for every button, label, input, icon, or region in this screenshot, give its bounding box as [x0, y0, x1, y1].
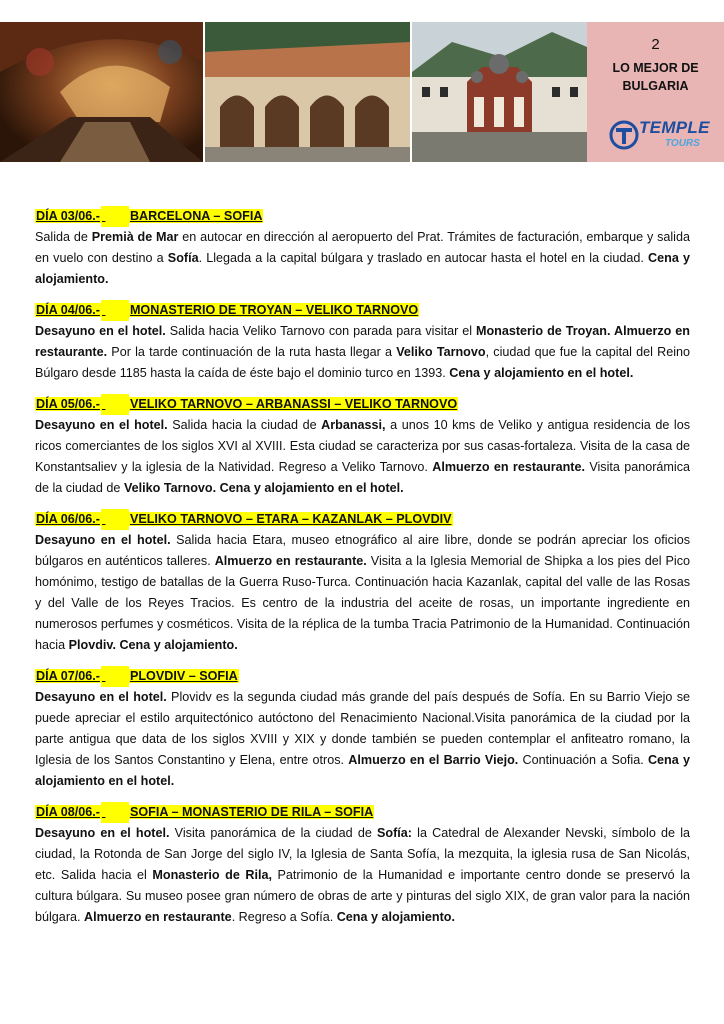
text-segment: a unos 10 kms de Veliko y antigua residencia de los ricos comerciantes de los siglos XVI al XVIII. Esta ciudad se caracteriza por sus casas-fortaleza. Visita de la casa de Konstantsaliev y la iglesia de la Natividad. Regreso a Veliko Tarnovo.	[35, 418, 690, 474]
photo-painted-tunnel	[0, 22, 203, 162]
bold-text: Desayuno en el hotel.	[35, 418, 168, 432]
bold-text: Plovdiv. Cena y alojamiento.	[68, 638, 238, 652]
day-description	[35, 530, 690, 656]
logo-text: TEMPLE	[639, 118, 710, 137]
day-route: VELIKO TARNOVO – ETARA – KAZANLAK – PLOVDIV	[129, 512, 452, 526]
text-segment: Continuación a Sofia.	[518, 753, 648, 767]
bold-text: Sofía:	[377, 826, 412, 840]
text-segment: Patrimonio de la Humanidad e importante centro donde se preservó la cultura búlgara. Su museo posee gran número de obras de arte y pinturas del siglo XIX, de gran valor para la nación búlgara.	[35, 868, 691, 924]
day-route: MONASTERIO DE TROYAN – VELIKO TARNOVO	[129, 303, 419, 317]
itinerary-day	[35, 300, 690, 384]
day-description	[35, 823, 690, 928]
bold-text: Sofía	[167, 251, 199, 265]
day-description	[35, 415, 690, 499]
day-description	[35, 687, 690, 792]
day-date: DÍA 08/06.-	[36, 805, 100, 819]
itinerary-day	[35, 394, 690, 499]
day-route: SOFIA – MONASTERIO DE RILA – SOFIA	[129, 805, 374, 819]
day-description	[35, 227, 690, 290]
day-date: DÍA 06/06.-	[36, 512, 100, 526]
day-route: BARCELONA – SOFIA	[129, 209, 263, 223]
bold-text: Almuerzo en restaurante.	[214, 554, 367, 568]
text-segment: Salida hacia Etara, museo etnográfico al aire libre, donde se podrán apreciar los oficios búlgaros en auténticos talleres.	[35, 533, 690, 568]
itinerary-day	[35, 509, 690, 656]
text-segment: Plovidv es la segunda ciudad más grande del país después de Sofía. En su Barrio Viejo se puede apreciar el estilo arquitectónico autóctono del Renacimiento Nacional.Visita panorámica de la ciudad por la parte antigua que data de los siglos XVIII y XIX y donde también se pueden contemplar el anfiteatro romano, la Iglesia de los Santos Constantino y Elena, entre otros.	[35, 690, 690, 767]
page-number: 2	[651, 36, 660, 53]
day-heading	[35, 509, 690, 530]
text-segment: Visita panorámica de la ciudad de	[35, 460, 691, 495]
document-title-line1: LO MEJOR DE	[612, 61, 699, 75]
text-segment: Visita panorámica de la ciudad de	[169, 826, 378, 840]
title-panel	[587, 22, 724, 162]
bold-text: Monasterio de Troyan. Almuerzo en restaurante.	[35, 324, 690, 359]
document-title-line2: BULGARIA	[622, 79, 689, 93]
day-heading	[35, 394, 690, 415]
day-route: VELIKO TARNOVO – ARBANASSI – VELIKO TARNOVO	[129, 397, 458, 411]
bold-text: Desayuno en el hotel.	[35, 533, 171, 547]
text-segment: Visita a la Iglesia Memorial de Shipka a los pies del Pico homónimo, testigo de batallas de la Guerra Ruso-Turca. Continuación hacia Kazanlak, capital del valle de las Rosas y del Valle de los Reyes Tracios. Es centro de la industria del aceite de rosas, un importante ingrediente en numerosos perfumes y cosméticos. Visita de la réplica de la tumba Tracia Patrimonio de la Humanidad. Continuación hacia	[35, 554, 691, 652]
photo-monastery-arcade	[205, 22, 410, 162]
bold-text: Almuerzo en restaurante.	[432, 460, 586, 474]
itinerary-day	[35, 206, 690, 290]
photo-monastery-courtyard	[412, 22, 587, 162]
bold-text: Veliko Tarnovo	[396, 345, 486, 359]
bold-text: Arbanassi,	[321, 418, 386, 432]
bold-text: Veliko Tarnovo. Cena y alojamiento en el hotel.	[123, 481, 404, 495]
itinerary	[35, 206, 690, 938]
temple-logo-icon	[609, 120, 639, 150]
bold-text: Cena y alojamiento en el hotel.	[449, 366, 634, 380]
day-heading	[35, 300, 690, 321]
day-date: DÍA 05/06.-	[36, 397, 100, 411]
bold-text: Cena y alojamiento.	[336, 910, 455, 924]
day-date: DÍA 07/06.-	[36, 669, 100, 683]
bold-text: Monasterio de Rila,	[152, 868, 272, 882]
text-segment: Por la tarde continuación de la ruta hasta llegar a	[107, 345, 397, 359]
text-segment: Salida hacia la ciudad de	[167, 418, 322, 432]
text-segment: en autocar en dirección al aeropuerto del Prat. Trámites de facturación, embarque y salida en vuelo con destino a	[35, 230, 690, 265]
bold-text: Premià de Mar	[91, 230, 179, 244]
day-date: DÍA 04/06.-	[36, 303, 100, 317]
bold-text: Almuerzo en el Barrio Viejo.	[348, 753, 519, 767]
bold-text: Cena y alojamiento en el hotel.	[35, 753, 690, 788]
text-segment: , ciudad que fue la capital del Reino Búlgaro desde 1185 hasta la caída de éste bajo el dominio turco en 1393.	[35, 345, 690, 380]
bold-text: Desayuno en el hotel.	[35, 690, 167, 704]
day-date: DÍA 03/06.-	[36, 209, 100, 223]
text-segment: . Regreso a Sofía.	[231, 910, 337, 924]
day-heading	[35, 206, 690, 227]
text-segment: Salida de	[35, 230, 92, 244]
temple-tours-logo	[609, 118, 709, 154]
bold-text: Desayuno en el hotel.	[35, 324, 166, 338]
text-segment: . Llegada a la capital búlgara y traslado en autocar hasta el hotel en la ciudad.	[198, 251, 649, 265]
day-heading	[35, 802, 690, 823]
day-heading	[35, 666, 690, 687]
day-route: PLOVDIV – SOFIA	[129, 669, 238, 683]
page-header	[0, 22, 724, 162]
itinerary-day	[35, 802, 690, 928]
bold-text: Cena y alojamiento.	[35, 251, 690, 286]
logo-subtext: TOURS	[665, 138, 700, 149]
text-segment: Salida hacia Veliko Tarnovo con parada para visitar el	[165, 324, 476, 338]
day-description	[35, 321, 690, 384]
bold-text: Desayuno en el hotel.	[35, 826, 170, 840]
bold-text: Almuerzo en restaurante	[84, 910, 232, 924]
itinerary-day	[35, 666, 690, 792]
text-segment: la Catedral de Alexander Nevski, símbolo de la ciudad, la Rotonda de San Jorge del siglo IV, la Iglesia de Santa Sofía, la mezquita, la iglesia rusa de San Nicolás, etc. Salida hacia el	[35, 826, 690, 882]
